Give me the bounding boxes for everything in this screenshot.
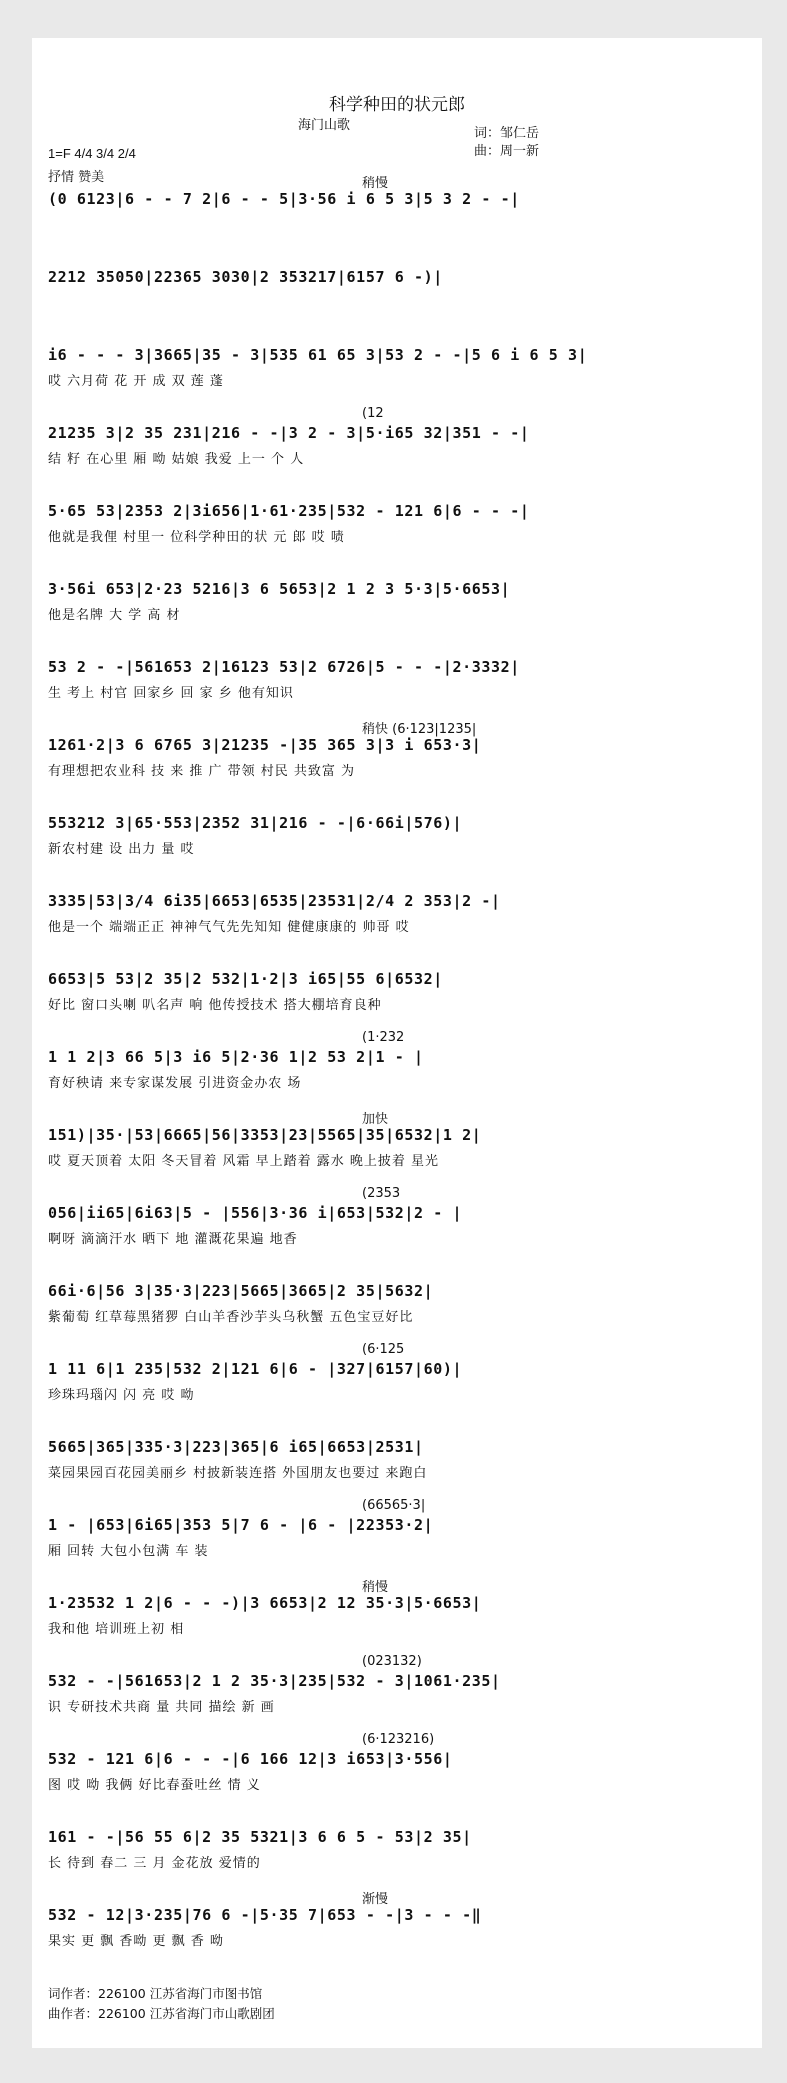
lyrics-line: 菜园果园百花园美丽乡 村披新装连搭 外国朋友也要过 来跑白 bbox=[48, 1466, 428, 1481]
lyrics-line: 紫葡萄 红草莓黑猪猡 白山羊香沙芋头乌秋蟹 五色宝豆好比 bbox=[48, 1310, 414, 1325]
lyrics-line: 图 哎 呦 我俩 好比春蚕吐丝 情 义 bbox=[48, 1778, 261, 1793]
tempo-mark: 加快 bbox=[362, 1112, 389, 1127]
tempo-mark: 渐慢 bbox=[362, 1892, 389, 1907]
tempo-mark: 稍慢 bbox=[362, 1580, 389, 1595]
tempo-mark: (2353 bbox=[362, 1186, 401, 1201]
notation-line: 1 - |653|6i65|353 5|7 6 - |6 - |22353·2| bbox=[48, 1516, 434, 1534]
tempo-mark: (6·125 bbox=[362, 1342, 405, 1357]
notation-line: 532 - 12|3·235|76 6 -|5·35 7|653 - -|3 - - -‖ bbox=[48, 1906, 482, 1924]
notation-line: 3335|53|3/4 6i35|6653|6535|23531|2/4 2 353|2 -| bbox=[48, 892, 501, 910]
notation-line: 5·65 53|2353 2|3i656|1·61·235|532 - 121 6|6 - - -| bbox=[48, 502, 530, 520]
notation-line: 553212 3|65·553|2352 31|216 - -|6·66i|576)| bbox=[48, 814, 463, 832]
lyricist-credit: 词：邹仁岳 bbox=[474, 126, 540, 141]
notation-line: 2212 35050|22365 3030|2 353217|6157 6 -)| bbox=[48, 268, 443, 286]
notation-line: 532 - 121 6|6 - - -|6 166 12|3 i653|3·556| bbox=[48, 1750, 453, 1768]
notation-line: 532 - -|561653|2 1 2 35·3|235|532 - 3|1061·235| bbox=[48, 1672, 501, 1690]
lyrics-line: 结 籽 在心里 厢 呦 姑娘 我爱 上一 个 人 bbox=[48, 452, 305, 467]
notation-line: 1 1 2|3 66 5|3 i6 5|2·36 1|2 53 2|1 - | bbox=[48, 1048, 424, 1066]
notation-line: 161 - -|56 55 6|2 35 5321|3 6 6 5 - 53|2 35| bbox=[48, 1828, 472, 1846]
lyrics-line: 啊呀 滴滴汗水 晒下 地 灌溉花果遍 地香 bbox=[48, 1232, 298, 1247]
tempo-mark: (12 bbox=[362, 406, 384, 421]
notation-line: 1261·2|3 6 6765 3|21235 -|35 365 3|3 i 653·3| bbox=[48, 736, 482, 754]
tempo-mark: 稍慢 bbox=[362, 176, 389, 191]
notation-line: 5665|365|335·3|223|365|6 i65|6653|2531| bbox=[48, 1438, 424, 1456]
lyrics-line: 珍珠玛瑙闪 闪 亮 哎 呦 bbox=[48, 1388, 195, 1403]
song-subtitle: 海门山歌 bbox=[298, 118, 351, 133]
notation-line: 6653|5 53|2 35|2 532|1·2|3 i65|55 6|6532| bbox=[48, 970, 443, 988]
lyrics-line: 我和他 培训班上初 相 bbox=[48, 1622, 185, 1637]
notation-line: i6 - - - 3|3665|35 - 3|535 61 65 3|53 2 - -|5 6 i 6 5 3| bbox=[48, 346, 588, 364]
tempo-mark: (023132) bbox=[362, 1654, 422, 1669]
notation-line: 53 2 - -|561653 2|16123 53|2 6726|5 - - -|2·3332| bbox=[48, 658, 520, 676]
song-title: 科学种田的状元郎 bbox=[329, 95, 465, 115]
notation-line: 056|ii65|6i63|5 - |556|3·36 i|653|532|2 - | bbox=[48, 1204, 463, 1222]
composer-address: 曲作者：226100 江苏省海门市山歌剧团 bbox=[48, 2006, 275, 2021]
lyrics-line: 有理想把农业科 技 来 推 广 带领 村民 共致富 为 bbox=[48, 764, 356, 779]
lyrics-line: 长 待到 春二 三 月 金花放 爱情的 bbox=[48, 1856, 261, 1871]
lyrics-line: 他是名牌 大 学 高 材 bbox=[48, 608, 181, 623]
lyrics-line: 好比 窗口头喇 叭名声 响 他传授技术 搭大棚培育良种 bbox=[48, 998, 382, 1013]
expression-mark: 抒情 赞美 bbox=[48, 170, 105, 185]
tempo-mark: (66565·3| bbox=[362, 1498, 426, 1513]
lyrics-line: 哎 夏天顶着 太阳 冬天冒着 风霜 早上踏着 露水 晚上披着 星光 bbox=[48, 1154, 440, 1169]
notation-line: 1 11 6|1 235|532 2|121 6|6 - |327|6157|60)| bbox=[48, 1360, 463, 1378]
lyrics-line: 厢 回转 大包小包满 车 装 bbox=[48, 1544, 209, 1559]
notation-line: 21235 3|2 35 231|216 - -|3 2 - 3|5·i65 32|351 - -| bbox=[48, 424, 530, 442]
lyricist-address: 词作者：226100 江苏省海门市图书馆 bbox=[48, 1986, 263, 2001]
notation-line: 1·23532 1 2|6 - - -)|3 6653|2 12 35·3|5·6653| bbox=[48, 1594, 482, 1612]
tempo-mark: (6·123216) bbox=[362, 1732, 435, 1747]
lyrics-line: 生 考上 村官 回家乡 回 家 乡 他有知识 bbox=[48, 686, 294, 701]
composer-credit: 曲：周一新 bbox=[474, 144, 540, 159]
tempo-mark: 稍快 (6·123|1235| bbox=[362, 722, 477, 737]
notation-line: 151)|35·|53|6665|56|3353|23|5565|35|6532|1 2| bbox=[48, 1126, 482, 1144]
lyrics-line: 果实 更 飘 香呦 更 飘 香 呦 bbox=[48, 1934, 224, 1949]
score-page bbox=[32, 38, 762, 2048]
lyrics-line: 他就是我俚 村里一 位科学种田的状 元 郎 哎 啧 bbox=[48, 530, 345, 545]
tempo-mark: (1·232 bbox=[362, 1030, 405, 1045]
notation-line: (0 6123|6 - - 7 2|6 - - 5|3·56 i 6 5 3|5 3 2 - -| bbox=[48, 190, 520, 208]
lyrics-line: 他是一个 端端正正 神神气气先先知知 健健康康的 帅哥 哎 bbox=[48, 920, 410, 935]
notation-line: 3·56i 653|2·23 5216|3 6 5653|2 1 2 3 5·3|5·6653| bbox=[48, 580, 511, 598]
key-signature: 1=F 4/4 3/4 2/4 bbox=[48, 146, 136, 161]
lyrics-line: 育好秧请 来专家谋发展 引进资金办农 场 bbox=[48, 1076, 302, 1091]
lyrics-line: 哎 六月荷 花 开 成 双 莲 蓬 bbox=[48, 374, 224, 389]
lyrics-line: 新农村建 设 出力 量 哎 bbox=[48, 842, 195, 857]
notation-line: 66i·6|56 3|35·3|223|5665|3665|2 35|5632| bbox=[48, 1282, 434, 1300]
lyrics-line: 识 专研技术共商 量 共同 描绘 新 画 bbox=[48, 1700, 275, 1715]
